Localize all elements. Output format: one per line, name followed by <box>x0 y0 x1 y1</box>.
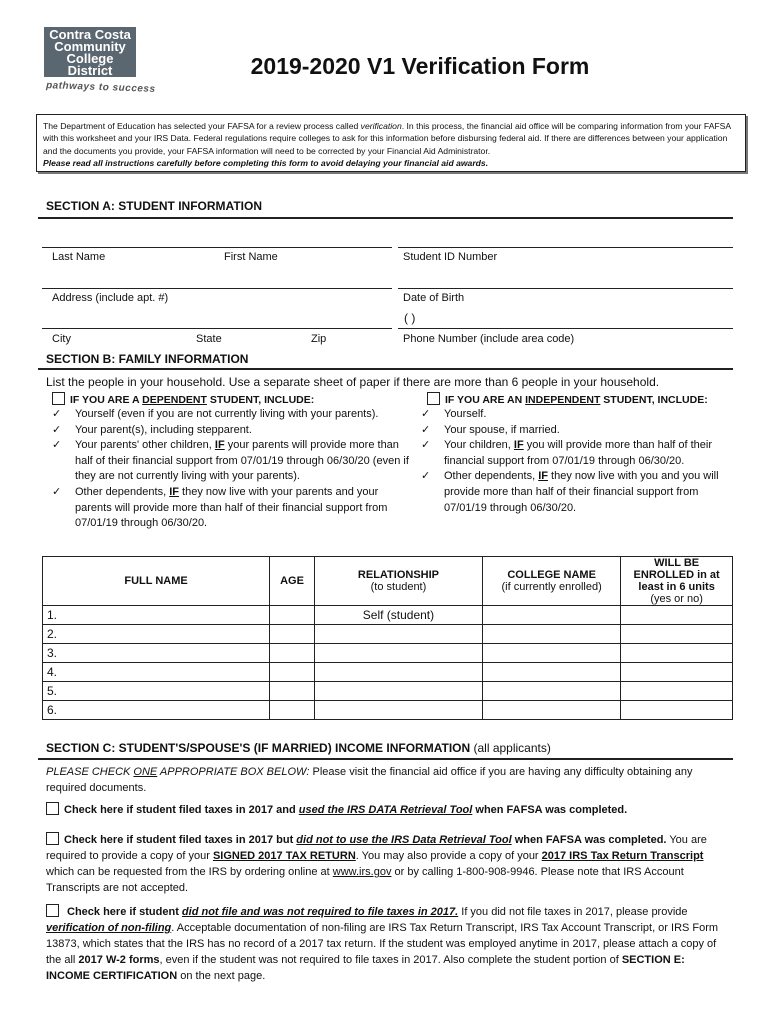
checkmark-icon: ✓ <box>52 439 62 452</box>
independent-checkbox[interactable] <box>427 392 440 405</box>
age-cell[interactable] <box>270 663 315 682</box>
table-header: COLLEGE NAME (if currently enrolled) <box>483 557 621 606</box>
opt2-post: when FAFSA was completed. <box>511 834 667 846</box>
independent-item: ✓ Your spouse, if married. <box>415 423 735 439</box>
enrolled-cell[interactable] <box>621 606 733 625</box>
id-line <box>398 247 733 248</box>
section-a-rule <box>38 217 733 219</box>
checkmark-icon: ✓ <box>421 423 431 436</box>
college-cell[interactable] <box>483 625 621 644</box>
section-b-rule <box>38 368 733 370</box>
opt3-w2: 2017 W-2 forms <box>78 954 160 966</box>
option-3 <box>46 904 731 984</box>
college-cell[interactable] <box>483 663 621 682</box>
college-cell[interactable] <box>483 644 621 663</box>
dep-head-pre: IF YOU ARE A <box>70 394 143 406</box>
enrolled-cell[interactable] <box>621 644 733 663</box>
section-b-heading: SECTION B: FAMILY INFORMATION <box>46 352 249 366</box>
table-header: RELATIONSHIP (to student) <box>314 557 482 606</box>
household-table <box>42 556 733 720</box>
household-instructions: List the people in your household. Use a separate sheet of paper if there are more than 6 people in your household. <box>46 375 660 389</box>
age-cell[interactable] <box>270 701 315 720</box>
age-cell[interactable] <box>270 606 315 625</box>
section-c-heading-bold: SECTION C: STUDENT'S/SPOUSE'S (IF MARRIED) INCOME INFORMATION <box>46 741 471 755</box>
opt3-text1: If you did not file taxes in 2017, please provide <box>458 906 688 918</box>
opt1-emph: used the IRS DATA Retrieval Tool <box>298 804 473 816</box>
relationship-cell[interactable] <box>314 625 482 644</box>
form-title: 2019-2020 V1 Verification Form <box>250 53 590 79</box>
enrolled-cell[interactable] <box>621 625 733 644</box>
instr-one: ONE <box>133 766 158 778</box>
last-name-label: Last Name <box>52 251 106 263</box>
table-row <box>43 625 733 644</box>
independent-item: ✓ Yourself. <box>415 407 735 423</box>
independent-item: ✓ Other dependents, IF they now live with you and you will provide more than half of their financial support from 07/01/19 through 06/30/20. <box>421 470 719 514</box>
checkmark-icon: ✓ <box>421 439 431 452</box>
full-name-cell[interactable]: 6. <box>43 701 270 720</box>
intro-italic: verification <box>360 121 402 131</box>
checkmark-icon: ✓ <box>52 408 62 420</box>
college-cell[interactable] <box>483 701 621 720</box>
phone-label: Phone Number (include area code) <box>403 333 575 345</box>
checkmark-icon: ✓ <box>421 470 431 483</box>
logo-line-3: College District <box>66 51 114 78</box>
opt3-emph: did not file and was not required to file taxes in 2017. <box>181 906 459 918</box>
table-row <box>43 682 733 701</box>
dep-head-u: DEPENDENT <box>142 394 207 406</box>
full-name-cell[interactable]: 2. <box>43 625 270 644</box>
dob-label: Date of Birth <box>403 292 465 304</box>
dependent-column <box>46 392 416 532</box>
section-c-heading <box>46 741 551 755</box>
enrolled-cell[interactable] <box>621 701 733 720</box>
opt2-text4: or by calling 1-800-908-9946. Please note that IRS Account Transcripts are not accepted. <box>46 866 684 894</box>
logo-line-2: Community <box>54 39 126 54</box>
opt2-text2: . You may also provide a copy of your <box>355 850 542 862</box>
relationship-cell[interactable] <box>314 644 482 663</box>
dependent-item: ✓ Other dependents, IF they now live with your parents and your parents will provide more than half of their financial support from 07/01/19 through 06/30/20. <box>52 485 388 530</box>
option-3-checkbox[interactable] <box>46 904 59 917</box>
name-line <box>42 247 392 248</box>
student-id-label: Student ID Number <box>403 251 498 263</box>
relationship-cell[interactable] <box>314 701 482 720</box>
option-1-checkbox[interactable] <box>46 802 59 815</box>
section-c-rule <box>38 758 733 760</box>
opt3-pre: Check here if student <box>67 906 182 918</box>
dependent-checkbox[interactable] <box>52 392 65 405</box>
opt2-pre: Check here if student filed taxes in 2017 but <box>64 834 297 846</box>
table-row <box>43 663 733 682</box>
relationship-cell[interactable] <box>314 682 482 701</box>
opt1-post: when FAFSA was completed. <box>472 804 628 816</box>
opt3-text3: , even if the student was not required to file taxes in 2017. Also complete the student portion of <box>159 954 622 966</box>
first-name-label: First Name <box>224 251 278 263</box>
checkmark-icon: ✓ <box>52 485 62 498</box>
city-line <box>42 328 392 329</box>
full-name-cell[interactable]: 4. <box>43 663 270 682</box>
intro-box <box>36 114 746 172</box>
address-line <box>42 288 392 289</box>
ind-head-post: STUDENT, INCLUDE: <box>600 394 708 406</box>
opt3-text4: on the next page. <box>177 970 266 982</box>
zip-label: Zip <box>311 333 327 345</box>
dependent-item: ✓ Your parent(s), including stepparent. <box>46 423 416 439</box>
age-cell[interactable] <box>270 644 315 663</box>
opt2-signed-return: SIGNED 2017 TAX RETURN <box>212 850 356 862</box>
table-header: FULL NAME <box>43 557 270 606</box>
instr-rest: Please visit the financial aid office if you are having any difficulty obtaining any required documents. <box>46 766 693 794</box>
enrolled-cell[interactable] <box>621 682 733 701</box>
table-row <box>43 701 733 720</box>
independent-list <box>415 407 735 516</box>
dob-line <box>398 288 733 289</box>
age-cell[interactable] <box>270 682 315 701</box>
table-header: WILL BE ENROLLED in at least in 6 units (yes or no) <box>621 557 733 606</box>
opt1-pre: Check here if student filed taxes in 2017 and <box>64 804 299 816</box>
irs-link[interactable]: www.irs.gov <box>332 866 392 878</box>
college-cell[interactable] <box>483 682 621 701</box>
full-name-cell[interactable]: 1. <box>43 606 270 625</box>
opt3-text2: . Acceptable documentation of non-filing are IRS Tax Return Transcript, IRS Tax Account Transcript, or IRS Form 13873, which states that the IRS has no record of a 2017 tax return. If the student was employed anytime in 2017, please attach a copy of the all <box>46 922 719 966</box>
intro-warning: Please read all instructions carefully before completing this form to avoid delaying your financial aid awards. <box>43 158 489 169</box>
checkmark-icon: ✓ <box>421 408 431 420</box>
dependent-item: ✓ Yourself (even if you are not currently living with your parents). <box>46 407 416 423</box>
relationship-cell[interactable]: Self (student) <box>314 606 482 625</box>
ind-head-pre: IF YOU ARE AN <box>445 394 526 406</box>
opt3-section-e: SECTION E: INCOME CERTIFICATION <box>46 954 685 982</box>
phone-line <box>398 328 733 329</box>
opt2-text3: which can be requested from the IRS by ordering online at <box>46 866 333 878</box>
section-c-heading-rest: (all applicants) <box>470 741 551 755</box>
dependent-list <box>46 407 416 532</box>
option-2-checkbox[interactable] <box>46 832 59 845</box>
phone-area-code: ( ) <box>404 311 416 325</box>
intro-text: The Department of Education has selected your FAFSA for a review process called <box>43 121 361 131</box>
opt3-non-filing: verification of non-filing <box>46 922 172 934</box>
section-a-heading: SECTION A: STUDENT INFORMATION <box>46 199 262 213</box>
checkmark-icon: ✓ <box>52 423 62 436</box>
college-cell[interactable] <box>483 606 621 625</box>
relationship-cell[interactable] <box>314 663 482 682</box>
opt2-transcript: 2017 IRS Tax Return Transcript <box>541 850 704 862</box>
instr-pre: PLEASE CHECK <box>46 766 134 778</box>
table-row <box>43 644 733 663</box>
logo-tagline: pathways to success <box>45 80 156 95</box>
dependent-item: ✓ Your parents' other children, IF your parents will provide more than half of their financial support from 07/01/19 through 06/30/20 (even if they are not currently living with your parents). <box>52 439 409 483</box>
option-1 <box>46 802 731 818</box>
logo-line-1: Contra Costa <box>49 27 131 42</box>
address-label: Address (include apt. #) <box>52 292 169 304</box>
city-label: City <box>52 333 71 345</box>
independent-item: ✓ Your children, IF you will provide more than half of their financial support from 07/01/19 through 06/30/20. <box>421 439 713 467</box>
instr-post: APPROPRIATE BOX BELOW: <box>157 766 310 778</box>
table-header: AGE <box>270 557 315 606</box>
option-2 <box>46 832 731 896</box>
independent-column <box>415 392 735 516</box>
table-row <box>43 606 733 625</box>
opt2-emph: did not to use the IRS Data Retrieval Tool <box>296 834 512 846</box>
state-label: State <box>196 333 222 345</box>
dep-head-post: STUDENT, INCLUDE: <box>206 394 315 406</box>
ind-head-u: INDEPENDENT <box>525 394 601 406</box>
section-c-instructions <box>46 764 731 796</box>
enrolled-cell[interactable] <box>621 663 733 682</box>
opt2-text1: You are required to provide a copy of your <box>46 834 707 862</box>
full-name-cell[interactable]: 5. <box>43 682 270 701</box>
age-cell[interactable] <box>270 625 315 644</box>
full-name-cell[interactable]: 3. <box>43 644 270 663</box>
intro-text-rest: . In this process, the financial aid office will be comparing information from your FAFSA with this worksheet and your IRS Data. Federal regulations require colleges to ask for this information before disbursing federal aid. If there are differences between your application and the documents you provide, your FAFSA information will need to be corrected by your Financial Aid Administrator. <box>43 121 731 156</box>
